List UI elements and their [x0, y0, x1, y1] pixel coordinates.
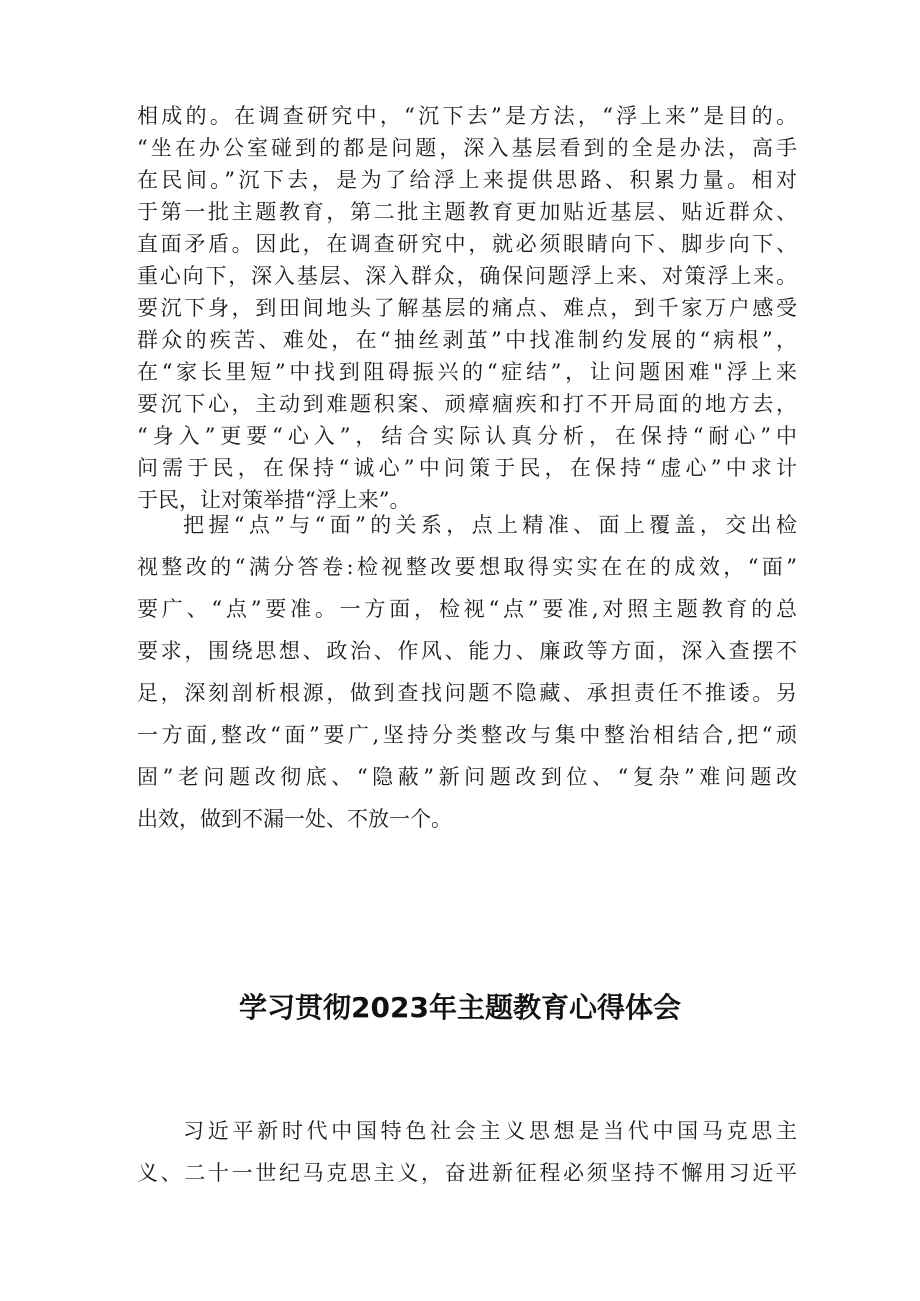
paragraph-line: 在民间。”沉下去，是为了给浮上来提供思路、积累力量。相对 — [137, 168, 797, 192]
paragraph-line: 要广、“点”要准。一方面，检视“点”要准,对照主题教育的总 — [137, 597, 797, 621]
paragraph-line: 固”老问题改彻底、“隐蔽”新问题改到位、“复杂”难问题改 — [137, 765, 797, 789]
paragraph-line: “身入”更要“心入”，结合实际认真分析，在保持“耐心”中 — [137, 424, 797, 448]
paragraph-line: 视整改的“满分答卷:检视整改要想取得实实在在的成效，“面” — [137, 555, 797, 579]
section-heading: 学习贯彻2023年主题教育心得体会 — [239, 991, 681, 1024]
paragraph-line: 义、二十一世纪马克思主义，奋进新征程必须坚持不懈用习近平 — [137, 1161, 797, 1185]
paragraph-line: 相成的。在调查研究中，“沉下去”是方法，“浮上来”是目的。 — [137, 104, 797, 128]
paragraph-line: 把握“点”与“面”的关系，点上精准、面上覆盖，交出检 — [183, 513, 797, 537]
paragraph-line: 于第一批主题教育，第二批主题教育更加贴近基层、贴近群众、 — [137, 200, 797, 224]
paragraph-line: 于民，让对策举措“浮上来”。 — [137, 488, 411, 512]
paragraph-line: 一方面,整改“面”要广,坚持分类整改与集中整治相结合,把“顽 — [137, 723, 797, 747]
paragraph-line: “坐在办公室碰到的都是问题，深入基层看到的全是办法，高手 — [137, 136, 797, 160]
paragraph-line: 要求，围绕思想、政治、作风、能力、廉政等方面，深入查摆不 — [137, 639, 797, 663]
paragraph-line: 直面矛盾。因此，在调查研究中，就必须眼睛向下、脚步向下、 — [137, 232, 797, 256]
paragraph-line: 重心向下，深入基层、深入群众，确保问题浮上来、对策浮上来。 — [137, 264, 797, 288]
paragraph-line: 足，深刻剖析根源，做到查找问题不隐藏、承担责任不推诿。另 — [137, 681, 797, 705]
paragraph-line: 在“家长里短”中找到阻碍振兴的“症结”，让问题困难"浮上来 — [137, 360, 797, 384]
body-paragraph — [137, 1110, 797, 1194]
paragraph-line: 问需于民，在保持“诚心”中问策于民，在保持“虚心”中求计 — [137, 456, 797, 480]
paragraph-line: 要沉下身，到田间地头了解基层的痛点、难点，到千家万户感受 — [137, 296, 797, 320]
paragraph-line: 要沉下心，主动到难题积案、顽瘴痼疾和打不开局面的地方去， — [137, 392, 797, 416]
body-paragraph — [137, 504, 797, 840]
body-paragraph — [137, 100, 797, 516]
paragraph-line: 习近平新时代中国特色社会主义思想是当代中国马克思主 — [183, 1119, 797, 1143]
paragraph-line: 群众的疾苦、难处，在“抽丝剥茧”中找准制约发展的“病根”， — [137, 328, 797, 352]
paragraph-line: 出效，做到不漏一处、不放一个。 — [137, 807, 452, 831]
